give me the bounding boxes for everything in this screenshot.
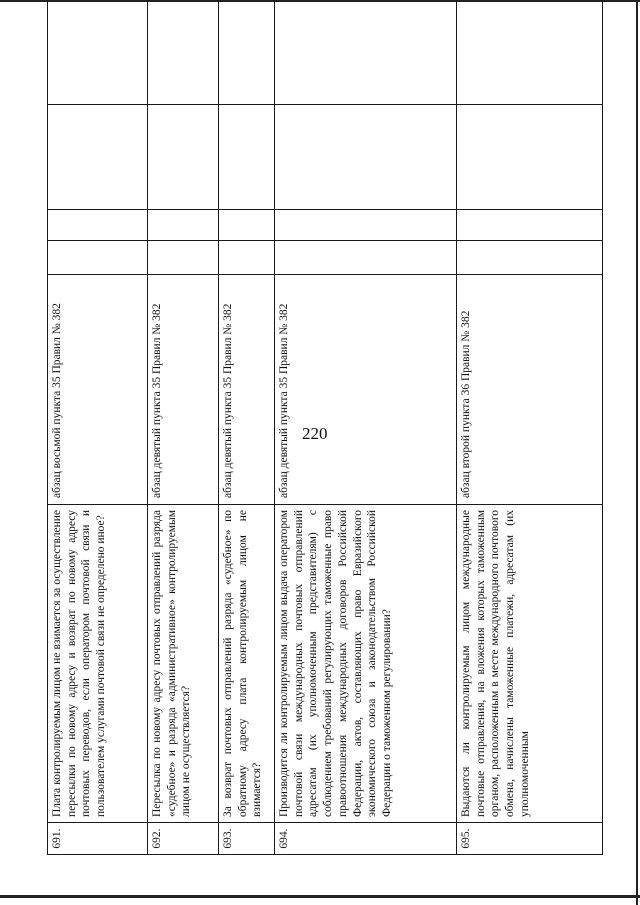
page-number: 220 <box>302 424 328 443</box>
row-number: 691. <box>48 823 148 855</box>
scan-edge-right <box>636 0 638 905</box>
answer-cell <box>219 105 275 210</box>
row-number: 694. <box>275 823 457 855</box>
rule-reference: абзац девятый пункта 35 Правил № 382 <box>219 275 275 505</box>
rule-reference: абзац восьмой пункта 35 Правил № 382 <box>48 275 148 505</box>
rule-reference: абзац девятый пункта 35 Правил № 382 <box>148 275 219 505</box>
answer-cell <box>148 0 219 105</box>
question-text: Производится ли контролируемым лицом выдача оператором почтовой связи международных почтовых отправлений адресатам (их уполномоченным представителям) с соблюдением требований регулирующих таможенные право правоотношения международных договоров Российской Федерации, актов, составляющих право Евразийского экономического союза и законодательством Российской Федерации о таможенном регулировании? <box>275 505 457 823</box>
rotated-table-container <box>47 0 602 855</box>
answer-cell <box>457 0 603 105</box>
answer-cell <box>457 241 603 275</box>
answer-cell <box>48 105 148 210</box>
answer-cell <box>219 210 275 241</box>
question-text: Выдаются ли контролируемым лицом международные почтовые отправления, на вложения которых таможенным органом, расположенным в месте международного почтового обмена, начислены таможенные платежи, адресатам (их уполномоченным <box>457 505 603 823</box>
answer-cell <box>219 0 275 105</box>
table-row <box>219 0 275 855</box>
row-number: 692. <box>148 823 219 855</box>
question-text: Плата контролируемым лицом не взимается за осуществление пересылки по новому адресу и возврат по новому адресу почтовых переводов, если оператором почтовой связи и пользователем услугами почтовой связи не определено иное? <box>48 505 148 823</box>
question-text: Пересылка по новому адресу почтовых отправлений разряда «судебное» и разряда «административное» контролируемым лицом не осуществляется? <box>148 505 219 823</box>
answer-cell <box>457 105 603 210</box>
answer-cell <box>48 0 148 105</box>
answer-cell <box>457 210 603 241</box>
row-number: 693. <box>219 823 275 855</box>
rule-reference: абзац второй пункта 36 Правил № 382 <box>457 275 603 505</box>
answer-cell <box>148 241 219 275</box>
answer-cell <box>148 210 219 241</box>
answer-cell <box>275 105 457 210</box>
answer-cell <box>148 105 219 210</box>
table-row <box>275 0 457 855</box>
answer-cell <box>275 210 457 241</box>
table-row <box>48 0 148 855</box>
scan-edge-bottom <box>0 895 640 898</box>
rule-reference: абзац девятый пункта 35 Правил № 382 <box>275 275 457 505</box>
table-row <box>457 0 603 855</box>
answer-cell <box>48 241 148 275</box>
table-row <box>148 0 219 855</box>
checklist-table <box>47 0 603 855</box>
answer-cell <box>219 241 275 275</box>
answer-cell <box>275 0 457 105</box>
answer-cell <box>275 241 457 275</box>
question-text: За возврат почтовых отправлений разряда «судебное» по обратному адресу плата контролируемым лицом не взимается? <box>219 505 275 823</box>
answer-cell <box>48 210 148 241</box>
row-number: 695. <box>457 823 603 855</box>
